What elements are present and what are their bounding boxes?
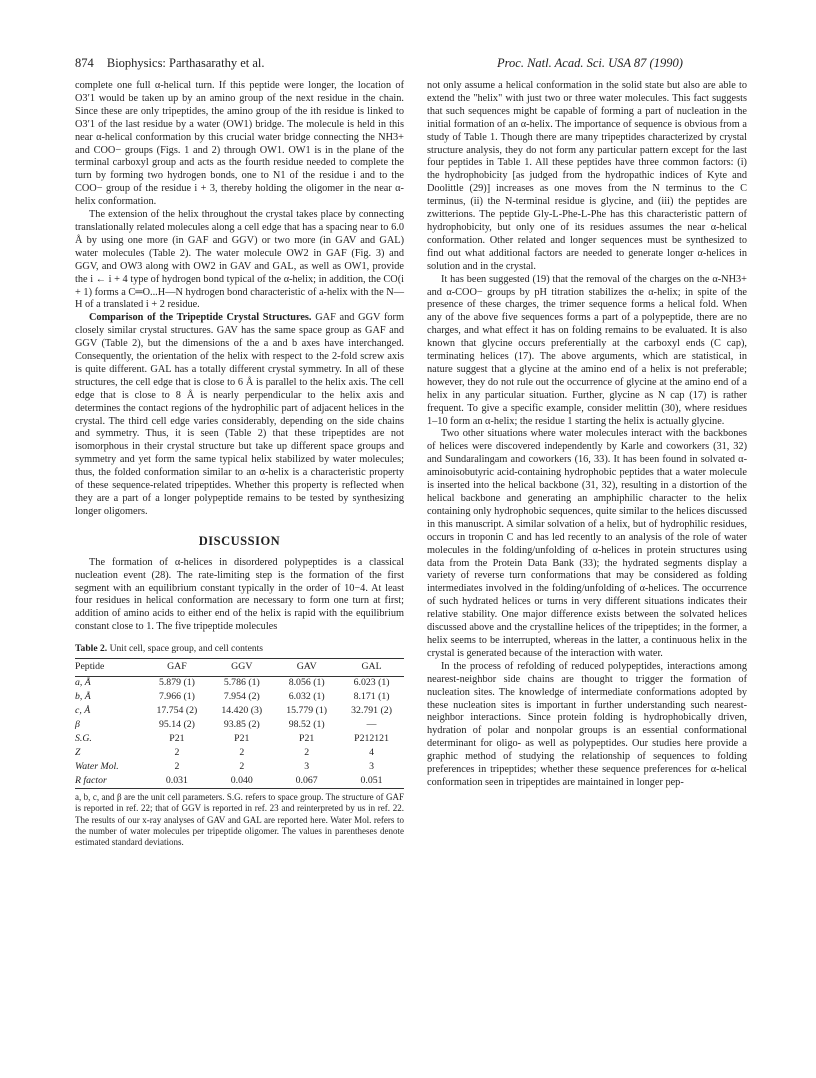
table-cell: b, Å [75,691,91,703]
paragraph: It has been suggested (19) that the removal of the charges on the α-NH3+ and α-COO− groups by pH titration stabilizes the α-helix; in spite of the presence of these charges, the trimer sequence forms a helical fold. When any of the above five sequences forms a part of a polypeptide, there are no charges, and what effect it has on folding remains to be evaluated. It is also known that glycine occurs preferentially at the carboxyl ends (C cap), terminating helices (17). The above arguments, which are statistical, in nature suggest that a glycine at the amino end of a helix is not preferable; however, they do not rule out the occurrence of glycine at the amino end of a helix in any particular situation. Further, glycine as N cap (17) is rather frequent. To give a specific example, consider melittin (30), where residues 1–10 form an α-helix; the residue 1 starting the helix is actually glycine. [427,273,747,427]
left-column [75,80,404,848]
table-cell: 14.420 (3) [221,705,263,717]
page-number: 874 [75,56,94,70]
unit-cell-table [75,658,404,789]
paragraph [75,312,404,519]
table-column-header: GAV [274,659,339,677]
table-column-header: GGV [209,659,274,677]
table-cell: 2 [174,747,180,758]
table-cell: 32.791 (2) [351,705,392,717]
table-cell: c, Å [75,705,91,717]
paragraph: In the process of refolding of reduced polypeptides, interactions among nearest-neighbor side chains are thought to trigger the formation of nucleation sites. The knowledge of intermediate conformations adopted by these nucleation sites is important in further understanding such nearest-neighbor interactions. Since protein folding is hydrophobically driven, hydration of polar and nonpolar groups is an essential conformational determinant for oligo- as well as polypeptides. Our studies here provide a graphic method of studying the relationship of sequences to folding preferences in tripeptides; whether these sequence preferences for α-helical conformation seen in tripeptides are maintained in longer pep- [427,660,747,788]
table-cell: 0.067 [274,774,339,788]
paragraph: complete one full α-helical turn. If this peptide were longer, the location of O3′1 would be taken up by an amino group of the next residue in the chain. Since these are only tripeptides, the amino group of the ith residue is linked to O3′1 of the last residue by a water (OW1) bridge. The molecule is held in this near α-helical conformation by this crucial water bridge connecting the NH3+ and COO− groups (Figs. 1 and 2) through OW1. OW1 is in the plane of the terminal carboxyl group and acts as the fourth residue needed to complete the turn by forming two hydrogen bonds, one to N1 of the residue i and to the COO− group of the residue i + 3, thereby holding the oligomer in the near α-helix conformation. [75,80,404,208]
running-head-title: Biophysics: Parthasarathy et al. [106,56,265,70]
table-cell: 5.786 (1) [223,677,260,689]
right-column [427,80,747,790]
table-cell: 4 [369,747,374,758]
paragraph: The formation of α-helices in disordered polypeptides is a classical nucleation event (28). The rate-limiting step is the formation of the first segment with an equilibrium constant typically in the order of 10−4. At least four residues in helical conformation are necessary to form one turn at first; addition of amino acids to either end of the helix is rapid with the equilibrium constant close to 1. The five tripeptide molecules [75,556,404,633]
table-row [75,760,404,774]
table-cell: P212121 [354,733,389,745]
table-cell: 8.171 (1) [353,691,390,703]
table-cell: 5.879 (1) [158,677,195,689]
table-cell: 6.023 (1) [353,677,390,689]
section-title: DISCUSSION [198,533,281,548]
table-cell: 2 [174,760,180,772]
table-cell: P21 [169,733,185,745]
table-row [75,691,404,705]
table-cell: 2 [304,747,310,758]
table-cell: R factor [75,774,144,788]
table-column-header: GAF [144,659,209,677]
table-cell: 98.52 (1) [288,719,325,731]
paragraph-text: GAF and GGV form closely similar crystal structures. GAV has the same space group as GAF and GGV (Table 2), but the dimensions of the a and b axes have interchanged. Consequently, the orientation of the helix with respect to the 2-fold screw axis is quite different. GAL has a totally different crystal symmetry. In all of these structures, the cell edge that is close to 6 Å is parallel to the helix axis. The cell edge that is close to 8 Å is nearly perpendicular to the helix axis and determines the contact regions of the hydrophilic part of adjacent helices in the crystal. The third cell edge varies considerably, depending on the side chains and symmetry. Thus, it is seen (Table 2) that these tripeptides are not isomorphous in their crystal structure but take up different space groups and symmetry and yet form the same typical helix stabilized by water molecules; thus, the folded conformation similar to an α-helix is a characteristic property of these sequence-related tripeptides. Whether this property is reflected when they are a part of a longer polypeptide remains to be tested by synthesizing longer oligomers. [75,312,404,517]
table-cell: 0.051 [339,774,404,788]
table-cell: 2 [239,760,245,772]
running-header-left [75,56,264,71]
paragraph: Two other situations where water molecules interact with the backbones of helices were discovered independently by Karle and coworkers (31, 32) and Sundaralingam and coworkers (16, 33). It has been found in solvated α-aminoisobutyric acid-containing hydrophobic peptides that a water molecule is inserted into the helical backbone (31, 32), resulting in a distortion of the helical backbone and generating an amphiphilic character to the helix containing only hydrophobic sequences, quite similar to the helices discussed in this manuscript. A similar solvation of a helix, but of hydrophilic residues, occurs in troponin C and has led recently to an analysis of the role of water molecules in the folding/unfolding of α-helices in protein structures using data from the Protein Data Bank (33); the hydrated segments display a variety of reverse turn conformations that may be considered as folding intermediates involved in the folding/unfolding of α-helices. The occurrence of such hydrated helices or turns in very different situations indicates their relative stability. One major difference exists between the solvated helices discussed above and the crystalline helices of the tripeptides; in the former, a helix seems to be interrupted, whereas in the latter, a continuous helix in the crystal is generated because of the interaction with water. [427,428,747,659]
table-footnote: a, b, c, and β are the unit cell parameters. S.G. refers to space group. The structure of GAF is reported in ref. 22; that of GGV is reported in ref. 23 and reinterpreted by us in ref. 22. The results of our x-ray analyses of GAV and GAL are reported here. Water Mol. refers to the number of water molecules per tripeptide oligomer. The values in parentheses denote estimated standard deviations. [75,792,404,848]
table-cell: 15.779 (1) [286,705,328,717]
table-cell: P21 [299,733,315,745]
table-cell: Z [75,747,81,758]
table-caption [75,643,404,656]
table-row [75,733,404,747]
table-body [75,676,404,788]
paragraph: The extension of the helix throughout the crystal takes place by connecting translationally related molecules along a cell edge that has a spacing near to 6.0 Å by using one more (in GAF and GGV) or two more (in GAV and GAL) water molecules (Table 2). The water molecule OW2 in GAF (Fig. 3) and GGV, and OW3 along with OW2 in GAV and GAL, as well as OW1, provide the i ← i + 4 type of hydrogen bond typical of the α-helix; in addition, the CO(i + 1) forms a C═O...H—N hydrogen bond characteristic of a-helix with the N—H of a translated i + 2 residue. [75,209,404,311]
table-row [75,705,404,719]
table-cell: 3 [369,760,374,772]
table-cell: 2 [239,747,245,758]
table-cell: a, Å [75,677,91,689]
table-row [75,676,404,690]
table-caption-text: Unit cell, space group, and cell contents [109,643,264,655]
subsection-heading: Comparison of the Tripeptide Crystal Structures. [89,312,312,324]
table-column-header: Peptide [75,659,144,677]
paragraph: not only assume a helical conformation in the solid state but also are able to extend the "helix" with just two or three water molecules. This fact suggests that such sequences might be capable of forming a part of nucleation in the initial formation of an α-helix. The importance of sequence is obvious from a study of Table 1. Though there are many tripeptides characterized by crystal structure analysis, they do not form any particular pattern except for the last four peptides in Table 1. All these peptides have three common factors: (i) the hydrophobicity [as judged from the hydropathic indices of Kyte and Doolittle (29)] increases as one moves from the N terminus to the C terminus, (ii) the N-terminal residue is glycine, and (iii) the peptides are zwitterions. The peptide Gly-L-Phe-L-Phe has this characteristic pattern of hydrophobicity, but only one of its residues assumes the near α-helical conformation. Other related and longer sequences must be synthesized to find out what additional factors are needed to generate longer α-helices in solution and in the crystal. [427,80,747,272]
table-cell: 7.954 (2) [223,691,260,703]
table-cell: P21 [234,733,250,745]
table-row [75,747,404,761]
running-header-right: Proc. Natl. Acad. Sci. USA 87 (1990) [497,56,683,70]
table-cell: 6.032 (1) [288,691,325,703]
table-cell: 8.056 (1) [288,677,325,689]
table-cell: 0.040 [209,774,274,788]
table-row [75,774,404,788]
table-row [75,719,404,733]
table-cell: Water Mol. [75,760,119,772]
table-cell: 3 [304,760,310,772]
table-header-row [75,659,404,677]
table-cell: 17.754 (2) [156,705,198,717]
table-cell: S.G. [75,733,92,745]
table-cell: 7.966 (1) [158,691,195,703]
table-cell: 0.031 [144,774,209,788]
table-cell: 95.14 (2) [158,719,195,731]
table-cell: — [366,719,377,731]
table-cell: β [75,719,80,731]
table-column-header: GAL [339,659,404,677]
table-label: Table 2. [75,643,108,655]
table-cell: 93.85 (2) [223,719,260,731]
